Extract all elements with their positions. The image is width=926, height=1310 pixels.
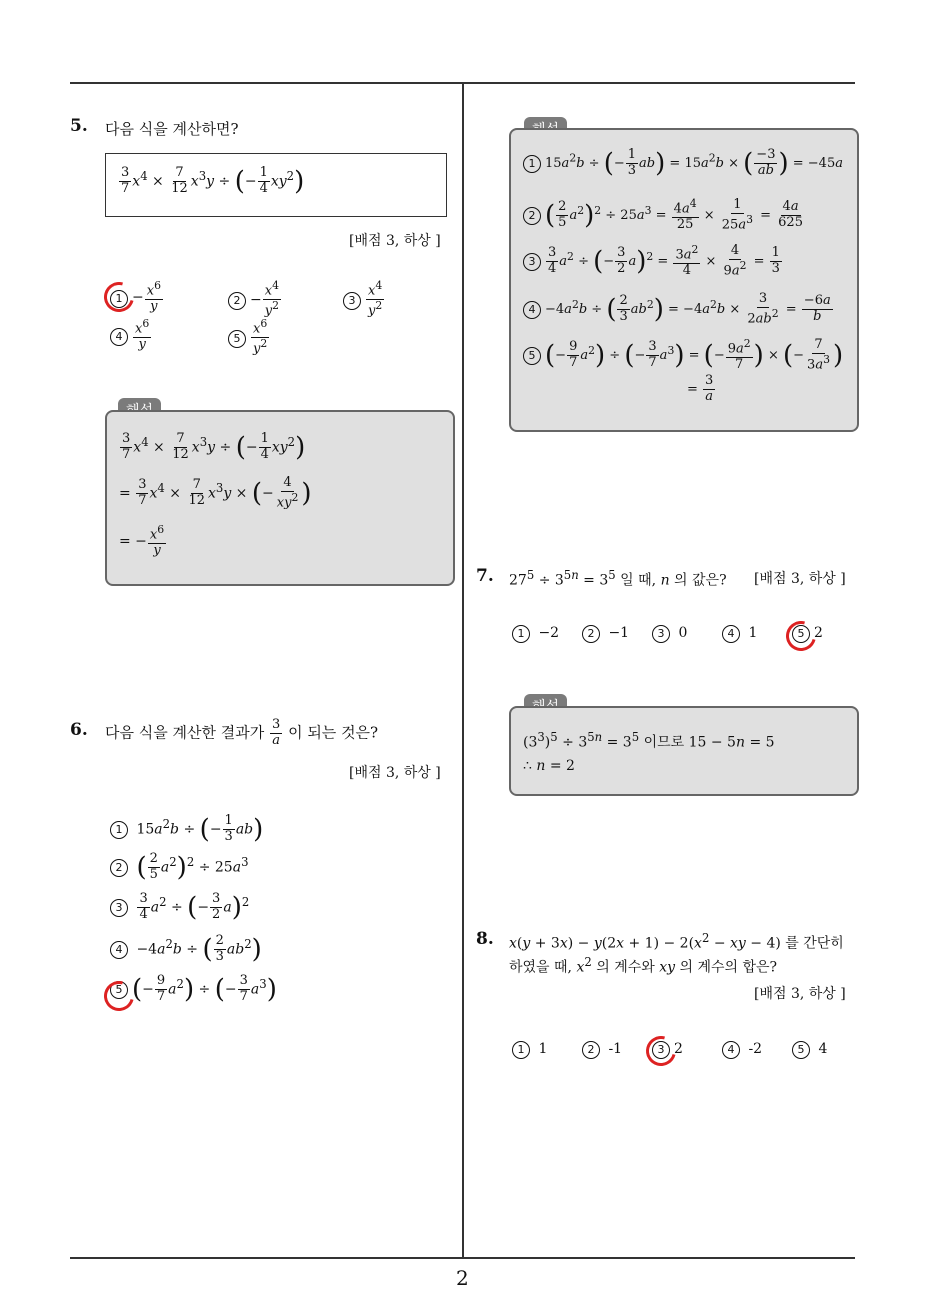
q6-option-1[interactable]: 1 $15a^2b$ ÷ (− $\frac{1}{3}$ ab) [110,814,263,845]
q6-option-4[interactable]: $4 -4a^2b$ ÷ ( $\frac{2}{3}$ $ab^2$) [110,934,262,965]
page-number: 2 [456,1266,469,1290]
option-number: 5 [110,981,128,999]
q8-option-5[interactable] [792,1041,827,1059]
q8-option-1-value: 1 [538,1041,548,1057]
q7-solution-box [509,706,859,796]
q7-score: [배점 3, 하상 ] [754,571,846,587]
q7-text: $27^5 \div 3^{5n} = 3^5$ 일 때, n 의 값은? [509,568,727,589]
option-number: 5 [792,625,810,643]
option-number: 3 [523,253,541,271]
q8-option-5-value: 4 [818,1041,828,1057]
option-number: 1 [110,821,128,839]
option-number: 5 [228,330,246,348]
q5-option-5[interactable]: 5 $\frac{x^6}{y^2}$ [228,318,270,358]
q7-option-2[interactable] [582,625,629,643]
q7-option-3-value: 0 [678,625,688,641]
q7-option-4[interactable] [722,625,757,643]
option-number: 3 [110,899,128,917]
q8-option-4[interactable] [722,1041,762,1059]
option-number: 3 [343,292,361,310]
option-number: 5 [792,1041,810,1059]
option-number: 4 [722,1041,740,1059]
option-number: 3 [652,625,670,643]
bottom-rule [70,1257,855,1259]
q8-option-1[interactable] [512,1041,547,1059]
q6-solution-line-4: $4 -4a^2b$ ÷ ( $\frac{2}{3}$ $ab^2) = -4a^2b$ × $\frac{3}{2ab^2}$ = $\frac{-6a}{b}$ [523,292,834,327]
option-number: 2 [110,859,128,877]
q5-text: 다음 식을 계산하면? [105,120,239,138]
option-number: 1 [523,155,541,173]
q7-solution-line-2: ∴ n = 2 [523,758,575,774]
option-number: 4 [110,941,128,959]
q6-solution-line-6: = $\frac{3}{a}$ [687,373,714,404]
q5-solution-box [105,410,455,586]
q7-number: 7. [476,566,494,586]
q5-solution-line-2: = $\frac{3}{7}$ $x^4$ × $\frac{7}{12}$ $x^3y$ × (− $\frac{4}{xy^2}$ ) [119,475,312,511]
option-number: 4 [722,625,740,643]
q6-solution-box [509,128,859,432]
q7-option-3[interactable] [652,625,687,643]
q6-target-fraction: $\frac{3}{a}$ [272,717,281,748]
q6-number: 6. [70,720,88,740]
q6-solution-line-5: 5 (− $\frac{9}{7}$ $a^2$) ÷ (− $\frac{3}{7}$ $a^3$) = (− $\frac{9a^2}{7}$ ) × (− $\frac{7}{3a^3}$ ) [523,338,843,373]
q5-solution-line-1: $\frac{3}{7}$ $x^4$ × $\frac{7}{12}$ $x^3y$ ÷ (− $\frac{1}{4}$ $xy^2$) [122,431,306,463]
q8-text-line-1: $x(y + 3x) - y(2x + 1) - 2(x^2$ − xy − 4) 를 간단히 [509,931,844,952]
q7-option-5-value: 2 [814,625,823,641]
option-number: 3 [652,1041,670,1059]
q7-solution-line-1: $(3^3)^5 \div 3^{5n} = 3^5$ 이므로 15 − 5n = 5 [523,730,775,751]
q8-score: [배점 3, 하상 ] [754,986,846,1002]
option-number: 4 [110,328,128,346]
q6-option-5[interactable]: 5 (− $\frac{9}{7}$ $a^2$) ÷ (− $\frac{3}{7}$ $a^3$) [110,974,277,1005]
q8-option-2-value: -1 [608,1041,623,1057]
q5-solution-line-3: = − $\frac{x^6}{y}$ [119,523,165,559]
option-number: 5 [523,347,541,365]
q6-text [105,718,378,749]
q7-option-2-value: −1 [608,625,630,641]
q6-option-3[interactable]: 3 $\frac{3}{4}$ $a^2$ ÷ (− $\frac{3}{2}$ a)$^2$ [110,892,249,923]
q6-solution-line-1: 1 $15a^2b$ ÷ (− $\frac{1}{3}$ $ab) = 15a^2b$ × ( $\frac{-3}{ab}$ ) = −45a [523,148,843,179]
option-number: 1 [110,290,128,308]
option-number: 1 [512,625,530,643]
q5-number: 5. [70,116,88,136]
option-number: 2 [228,292,246,310]
option-number: 4 [523,301,541,319]
q6-score: [배점 3, 하상 ] [349,765,441,781]
option-number: 1 [512,1041,530,1059]
q6-text-after: 이 되는 것은? [288,723,379,742]
q8-option-3-value: 2 [674,1041,683,1057]
q6-text-before: 다음 식을 계산한 결과가 [105,723,265,742]
q8-text-line-2: 하였을 때, $x^2$ 의 계수와 xy 의 계수의 합은? [509,955,778,976]
option-number: 2 [523,207,541,225]
q5-option-3[interactable]: 3 $\frac{x^4}{y^2}$ [343,280,385,320]
q7-option-1[interactable] [512,625,559,643]
q7-option-4-value: 1 [748,625,758,641]
option-number: 2 [582,625,600,643]
q8-option-2[interactable] [582,1041,622,1059]
q5-score: [배점 3, 하상 ] [349,233,441,249]
q6-solution-line-2: 2 ( $\frac{2}{5}$ $a^2)^2 \div 25a^3$ = $\frac{4a^4}{25}$ × $\frac{1}{25a^3}$ = $\frac{4a}{625}$ [523,198,806,233]
q8-option-4-value: -2 [748,1041,763,1057]
center-divider [462,83,464,1258]
q5-option-4[interactable]: 4 $\frac{x^6}{y}$ [110,318,152,353]
q6-solution-line-3: 3 $\frac{3}{4}$ $a^2$ ÷ (− $\frac{3}{2}$ a)$^2$ = $\frac{3a^2}{4}$ × $\frac{4}{9a^2}$ = $\frac{1}{3}$ [523,244,783,279]
q7-answer-mark [781,616,822,657]
q8-answer-mark [641,1031,682,1072]
option-number: 2 [582,1041,600,1059]
q5-expression-box [105,153,447,217]
q5-expression: $\frac{3}{7}$ $x^4$ × $\frac{7}{12}$ $x^3y$ ÷ (− $\frac{1}{4}$ $xy^2$) [121,165,305,197]
q6-option-2[interactable]: 2 ( $\frac{2}{5}$ $a^2)^2 \div 25a^3$ [110,852,248,883]
q5-option-1[interactable]: 1 − $\frac{x^6}{y}$ [110,280,164,315]
q7-option-1-value: −2 [538,625,560,641]
q8-number: 8. [476,929,494,949]
q5-option-2[interactable]: 2 − $\frac{x^4}{y^2}$ [228,280,282,320]
